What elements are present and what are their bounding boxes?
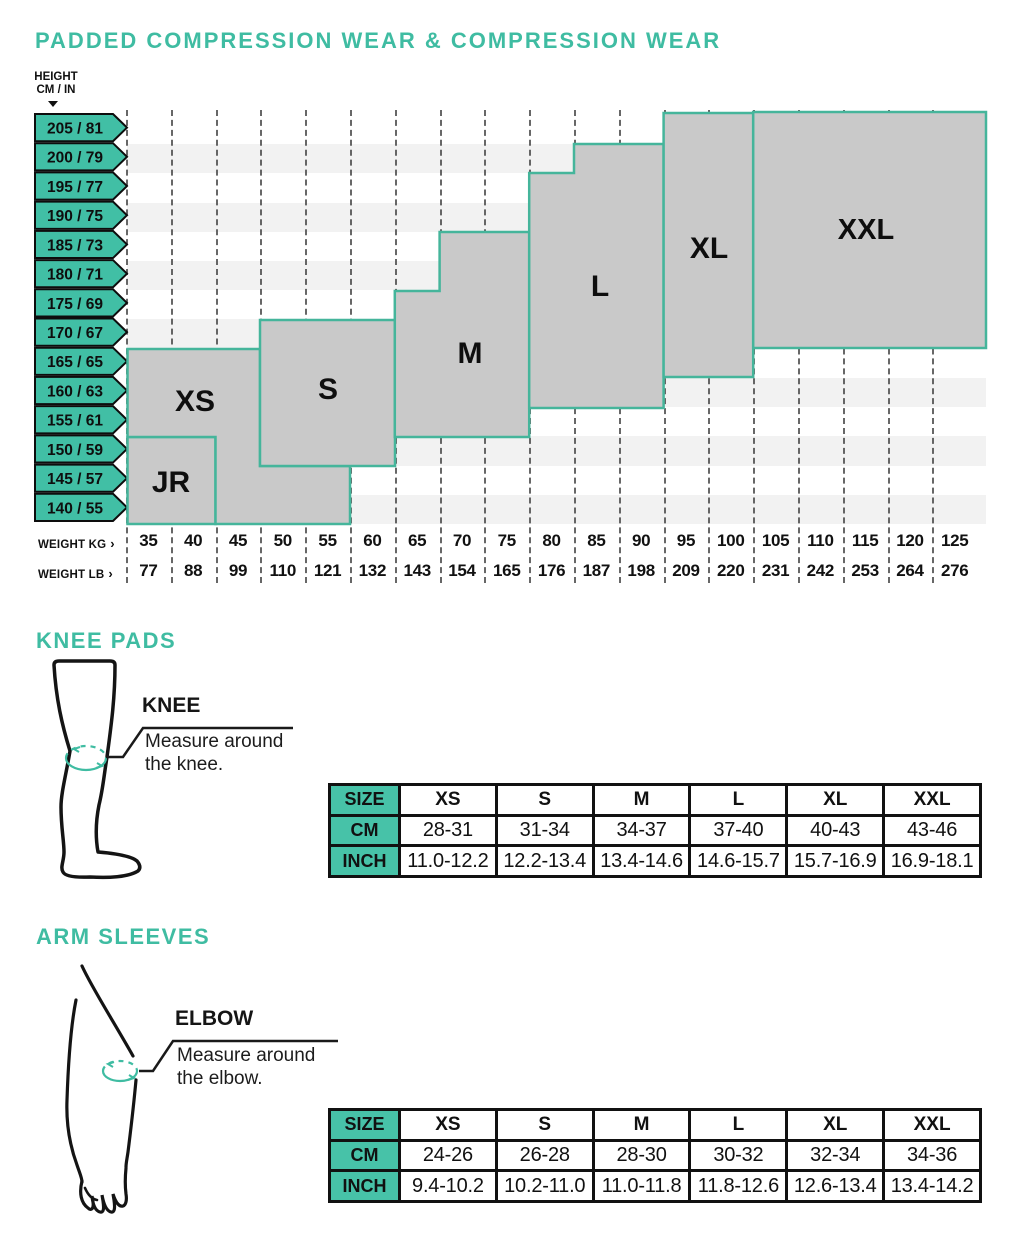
weight-lb-value: 231 — [761, 561, 790, 580]
weight-kg-value: 75 — [497, 531, 516, 550]
table-row: CM 24-26 26-28 28-30 30-32 32-34 34-36 — [330, 1140, 981, 1171]
hand-outline — [81, 1168, 127, 1212]
height-label: 160 / 63 — [46, 383, 104, 401]
height-label: 185 / 73 — [46, 237, 104, 255]
leg-illustration — [30, 655, 310, 900]
weight-kg-value: 80 — [542, 531, 561, 550]
weight-kg-value: 70 — [452, 531, 472, 550]
weight-kg-value: 100 — [717, 531, 745, 550]
weight-lb-value: 165 — [493, 561, 521, 580]
knee-pads-heading: KNEE PADS — [36, 628, 177, 653]
size-label-xl: XL — [689, 232, 729, 265]
weight-lb-axis-label: WEIGHT LB › — [38, 566, 113, 581]
size-label-xxl: XXL — [837, 214, 895, 246]
height-axis-label: HEIGHT CM / IN — [34, 71, 78, 96]
weight-kg-value: 85 — [587, 531, 606, 550]
weight-kg-value: 95 — [676, 531, 696, 550]
weight-kg-value: 90 — [632, 531, 651, 550]
cm-row-label: CM — [330, 1140, 400, 1171]
weight-lb-value: 209 — [672, 561, 700, 580]
weight-lb-value: 220 — [717, 561, 745, 580]
height-label: 205 / 81 — [46, 120, 104, 138]
table-row: CM 28-31 31-34 34-37 37-40 40-43 43-46 — [330, 815, 981, 846]
height-label: 165 / 65 — [46, 354, 104, 372]
height-label: 140 / 55 — [46, 500, 104, 518]
weight-lb-value: 176 — [537, 561, 566, 580]
table-row: INCH 9.4-10.2 10.2-11.0 11.0-11.8 11.8-12.6 12.6-13.4 13.4-14.2 — [330, 1171, 981, 1202]
weight-lb-value: 276 — [941, 561, 969, 580]
size-label-m: M — [457, 337, 483, 370]
height-label: 170 / 67 — [46, 325, 104, 342]
height-label: 155 / 61 — [46, 412, 104, 430]
weight-lb-value: 187 — [582, 561, 611, 580]
weight-lb-value: 132 — [358, 561, 387, 580]
weight-lb-value: 154 — [448, 561, 476, 580]
weight-kg-value: 120 — [896, 531, 924, 550]
weight-kg-value: 65 — [408, 531, 427, 550]
weight-lb-value: 242 — [806, 561, 835, 580]
page-title: PADDED COMPRESSION WEAR & COMPRESSION WEAR — [35, 28, 722, 53]
size-label-xs: XS — [174, 385, 216, 418]
weight-lb-values-row — [126, 561, 978, 583]
height-label: 200 / 79 — [46, 149, 104, 167]
weight-kg-values-row — [126, 531, 978, 553]
upper-arm-line — [82, 966, 133, 1056]
weight-kg-value: 115 — [851, 531, 879, 550]
arm-sleeves-size-table — [328, 1108, 982, 1203]
inch-row-label: INCH — [330, 846, 400, 877]
weight-kg-value: 50 — [273, 531, 292, 550]
size-header-cell: SIZE — [330, 1110, 400, 1141]
elbow-measure-ellipse-dashed — [103, 1061, 137, 1071]
weight-lb-value: 88 — [184, 561, 203, 580]
weight-lb-value: 77 — [139, 561, 158, 580]
weight-kg-value: 105 — [761, 531, 790, 550]
weight-kg-value: 60 — [363, 531, 382, 550]
knee-callout-text: Measure around the knee. — [145, 731, 284, 775]
arm-illustration — [30, 950, 350, 1240]
elbow-callout-text: Measure around the elbow. — [177, 1045, 316, 1089]
thumb-line — [85, 1188, 97, 1200]
size-chart — [0, 0, 1018, 600]
size-box-m — [395, 232, 529, 437]
weight-kg-value: 125 — [941, 531, 969, 550]
weight-lb-value: 253 — [851, 561, 879, 580]
size-region-boxes — [0, 0, 1018, 600]
arm-sleeves-heading: ARM SLEEVES — [36, 924, 211, 949]
height-label: 190 / 75 — [46, 208, 104, 226]
weight-kg-value: 40 — [184, 531, 203, 550]
elbow-callout-title: ELBOW — [175, 1007, 254, 1030]
size-label-jr: JR — [151, 466, 191, 499]
cm-row-label: CM — [330, 815, 400, 846]
forearm-line — [126, 1080, 136, 1167]
weight-lb-value: 143 — [403, 561, 431, 580]
table-row: SIZE XS S M L XL XXL — [330, 785, 981, 816]
height-label: 150 / 59 — [46, 441, 104, 459]
size-header-cell: SIZE — [330, 785, 400, 816]
weight-lb-value: 121 — [313, 561, 342, 580]
height-label: 180 / 71 — [46, 266, 104, 284]
weight-lb-value: 264 — [896, 561, 924, 580]
inch-row-label: INCH — [330, 1171, 400, 1202]
size-label-s: S — [317, 373, 339, 406]
weight-kg-axis-label: WEIGHT KG › — [38, 536, 115, 551]
size-label-l: L — [590, 270, 610, 303]
weight-kg-value: 45 — [228, 531, 248, 550]
weight-lb-value: 110 — [269, 561, 297, 580]
right-arrow-icon: › — [110, 536, 115, 551]
weight-lb-value: 99 — [228, 561, 248, 580]
height-label: 145 / 57 — [46, 471, 104, 489]
height-label: 175 / 69 — [46, 295, 104, 313]
knee-callout-title: KNEE — [142, 694, 201, 717]
weight-kg-value: 110 — [807, 531, 834, 550]
height-label: 195 / 77 — [46, 178, 104, 196]
knee-pads-size-table — [328, 783, 982, 878]
weight-kg-value: 35 — [139, 531, 158, 550]
weight-lb-value: 198 — [627, 561, 655, 580]
table-row: SIZE XS S M L XL XXL — [330, 1110, 981, 1141]
measure-arrow-icon — [108, 1062, 134, 1080]
right-arrow-icon: › — [108, 566, 113, 581]
outer-arm-line — [67, 1000, 82, 1182]
weight-kg-value: 55 — [318, 531, 337, 550]
table-row: INCH 11.0-12.2 12.2-13.4 13.4-14.6 14.6-15.7 15.7-16.9 16.9-18.1 — [330, 846, 981, 877]
